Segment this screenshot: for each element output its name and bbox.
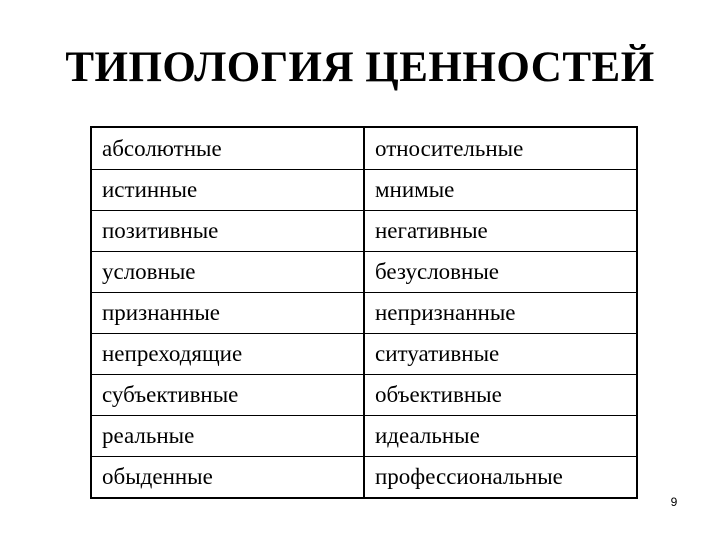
table-row — [91, 416, 637, 457]
table-cell-right: относительные — [364, 127, 637, 170]
table-row — [91, 457, 637, 499]
table-body — [91, 127, 637, 498]
table-cell-left: абсолютные — [91, 127, 364, 170]
table-row — [91, 334, 637, 375]
table-row — [91, 170, 637, 211]
table-cell-right: идеальные — [364, 416, 637, 457]
table-cell-left: признанные — [91, 293, 364, 334]
table-cell-left: субъективные — [91, 375, 364, 416]
table-cell-left: непреходящие — [91, 334, 364, 375]
table-cell-left: реальные — [91, 416, 364, 457]
table-cell-left: условные — [91, 252, 364, 293]
table-cell-right: негативные — [364, 211, 637, 252]
table-row — [91, 252, 637, 293]
table-cell-left: истинные — [91, 170, 364, 211]
table-row — [91, 293, 637, 334]
table-row — [91, 211, 637, 252]
table-cell-right: объективные — [364, 375, 637, 416]
table-cell-right: ситуативные — [364, 334, 637, 375]
table-cell-right: профессиональные — [364, 457, 637, 499]
table-cell-left: позитивные — [91, 211, 364, 252]
table-row — [91, 375, 637, 416]
table-row — [91, 127, 637, 170]
page-title: ТИПОЛОГИЯ ЦЕННОСТЕЙ — [65, 44, 655, 91]
table-cell-left: обыденные — [91, 457, 364, 499]
table-cell-right: мнимые — [364, 170, 637, 211]
table-cell-right: непризнанные — [364, 293, 637, 334]
values-typology-table — [90, 126, 638, 499]
page-number: 9 — [670, 495, 678, 509]
table-cell-right: безусловные — [364, 252, 637, 293]
